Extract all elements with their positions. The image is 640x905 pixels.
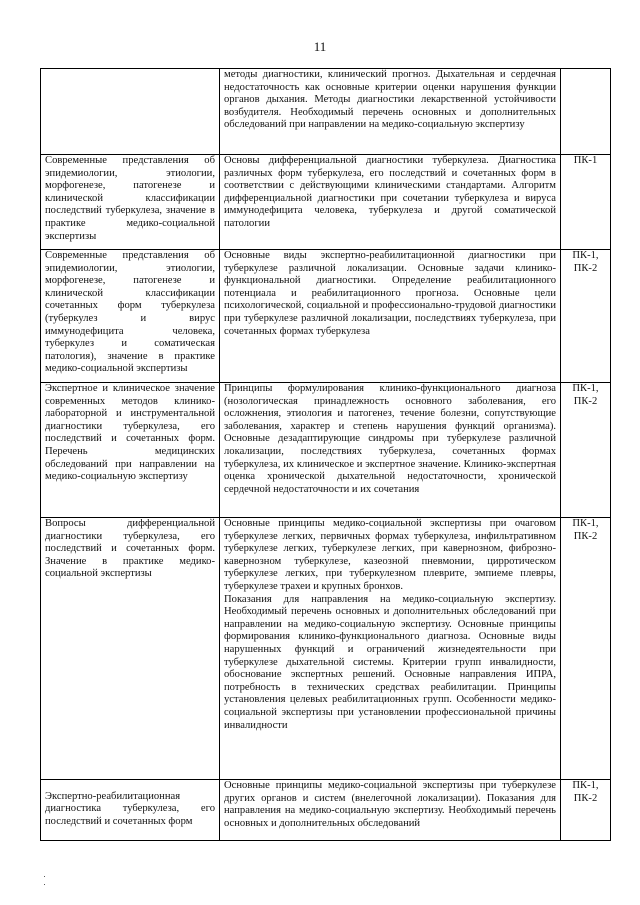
table-row <box>41 69 611 155</box>
table-row <box>41 155 611 250</box>
table-row <box>41 780 611 841</box>
topic-cell: Современные представления об эпидемиологии, этиологии, морфогенезе, патогенезе и клинической классификации последствий туберкулеза, значение в практике медико-социальной экспертизы <box>41 155 220 250</box>
content-paragraph: Принципы формулирования клинико-функционального диагноза (нозологическая принадлежность основного заболевания, его осложнения, этиология и патогенез, течение болезни, сопутствующие заболевания, характер и степень нарушения функций организма). Основные дезадаптирующие синдромы при туберкулезе различной локализации, последствиях туберкулеза, сочетанных формах туберкулеза, их клиническое и экспертное значение. Клинико-экспертная оценка хронической дыхательной недостаточности, хронической сердечной недостаточности и их сочетания <box>224 383 556 495</box>
topic-cell: Вопросы дифференциальной диагностики туберкулеза, его последствий и сочетанных форм. Значение в практике медико-социальной экспертизы <box>41 518 220 780</box>
scan-speck <box>44 876 45 877</box>
competence-cell <box>561 69 611 155</box>
competence-cell: ПК-1 <box>561 155 611 250</box>
topic-cell: Экспертно-реабилитационная диагностика туберкулеза, его последствий и сочетанных форм <box>41 780 220 841</box>
topic-cell: Современные представления об эпидемиологии, этиологии, морфогенезе, патогенезе и клинической классификации сочетанных форм туберкулеза (туберкулез и вирус иммунодефицита человека, туберкулез и соматическая патология), значение в практике медико-социальной экспертизы <box>41 250 220 383</box>
content-cell <box>220 518 561 780</box>
content-cell <box>220 69 561 155</box>
content-paragraph: Показания для направления на медико-социальную экспертизу. Необходимый перечень основных и дополнительных обследований при направлении на медико-социальную экспертизу. Основные принципы формирования клинико-функционального диагноза. Основные виды нарушенных функций и ограничений жизнедеятельности при туберкулезе дыхательной системы. Критерии групп инвалидности, обоснование экспертных решений. Основные направления ИПРА, потребность в технических средствах реабилитации. Принципы установления целевых реабилитационных групп. Особенности медико-социальной экспертизы при установлении профессиональной причины инвалидности <box>224 593 556 731</box>
content-cell <box>220 780 561 841</box>
content-cell <box>220 155 561 250</box>
table-row <box>41 383 611 518</box>
page-number: 11 <box>313 39 327 54</box>
content-cell <box>220 383 561 518</box>
scan-speck <box>44 884 45 885</box>
content-paragraph: Основы дифференциальной диагностики туберкулеза. Диагностика различных форм туберкулеза, его последствий и сочетанных форм в соответствии с действующими клиническими стандартами. Алгоритм дифференциальной диагностики при сочетании туберкулеза и вируса иммунодефицита человека, туберкулеза и другой соматической патологии <box>224 155 556 229</box>
competence-cell: ПК-1, ПК-2 <box>561 780 611 841</box>
table-row <box>41 518 611 780</box>
competence-cell: ПК-1, ПК-2 <box>561 383 611 518</box>
curriculum-table <box>40 68 611 841</box>
content-paragraph: Основные виды экспертно-реабилитационной диагностики при туберкулезе различной локализации. Основные задачи клинико-функциональной диагностики. Определение реабилитационного потенциала и реабилитационного прогноза. Основные цели психологической, социальной и профессионально-трудовой диагностики при туберкулезе различной локализации, последствиях туберкулеза, при сочетанных формах туберкулеза <box>224 250 556 337</box>
table-row <box>41 250 611 383</box>
content-paragraph: Основные принципы медико-социальной экспертизы при очаговом туберкулезе легких, первичных формах туберкулеза, инфильтративном туберкулезе легких, туберкулезе легких, при кавернозном, фиброзно-кавернозном туберкулезе, казеозной пневмонии, цирротическом туберкулезе легких, при туберкулезном плеврите, эмпиеме плевры, туберкулезе трахеи и крупных бронхов. <box>224 518 556 592</box>
content-paragraph: Основные принципы медико-социальной экспертизы при туберкулезе других органов и систем (внелегочной локализации). Показания для направления на медико-социальную экспертизу. Необходимый перечень основных и дополнительных обследований <box>224 780 556 829</box>
topic-cell <box>41 69 220 155</box>
competence-cell: ПК-1, ПК-2 <box>561 250 611 383</box>
topic-cell: Экспертное и клиническое значение современных методов клинико-лабораторной и инструментальной диагностики туберкулеза, его последствий и сочетанных форм. Перечень медицинских обследований при направлении на медико-социальную экспертизу <box>41 383 220 518</box>
content-paragraph: методы диагностики, клинический прогноз. Дыхательная и сердечная недостаточность как основные критерии оценки нарушения функции органов дыхания. Методы диагностики лекарственной устойчивости возбудителя. Необходимый перечень основных и дополнительных обследований при направлении на медико-социальную экспертизу <box>224 69 556 131</box>
competence-cell: ПК-1, ПК-2 <box>561 518 611 780</box>
content-cell <box>220 250 561 383</box>
